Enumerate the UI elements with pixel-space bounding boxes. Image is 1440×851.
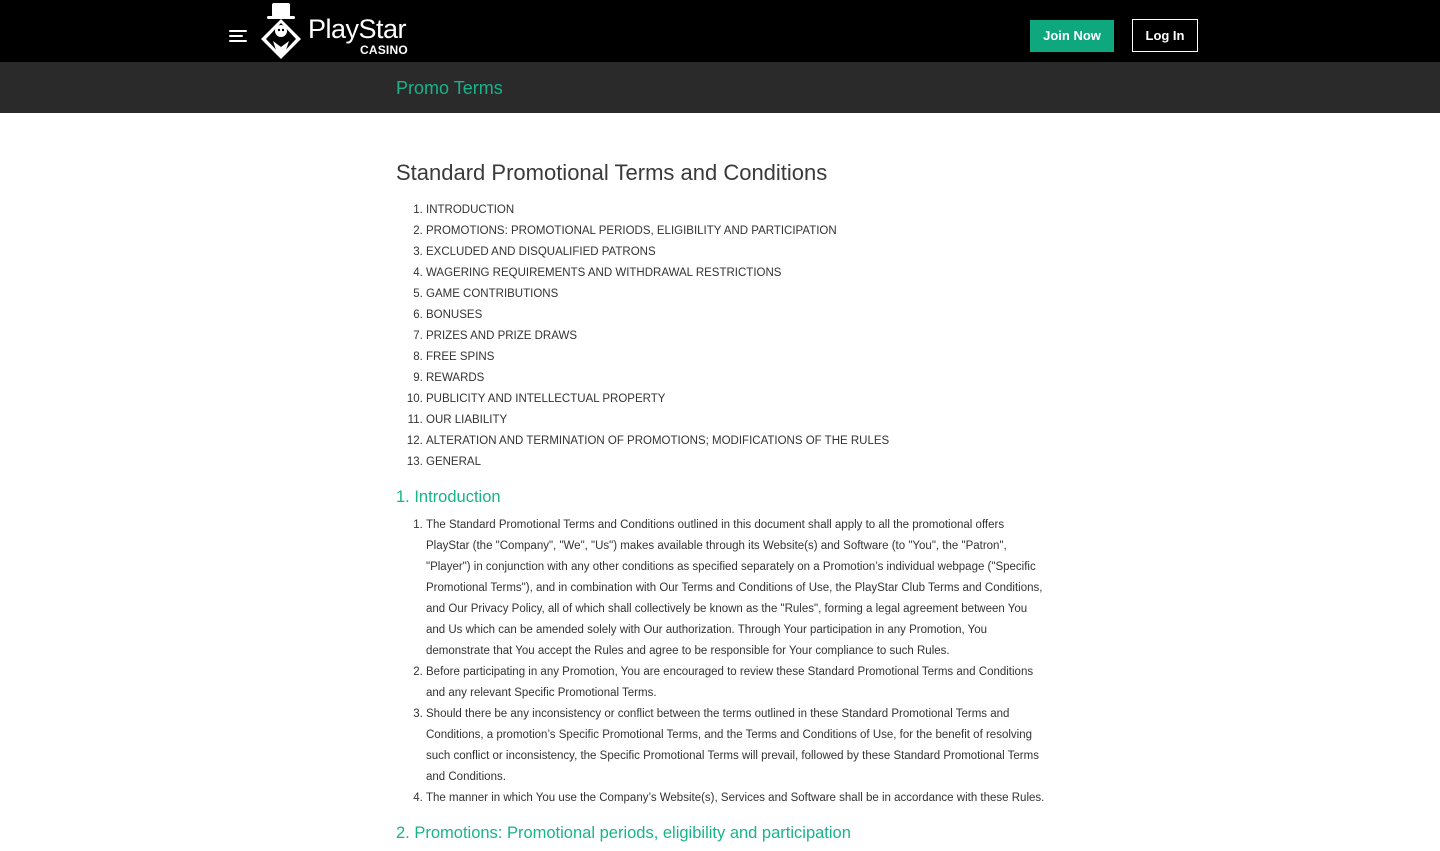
logo-sub-text: CASINO (360, 43, 408, 57)
paragraph: 1. The Standard Promotional Terms and Conditions outlined in this document shall apply to all the promotional offers PlayStar (the "Company", "We", "Us") makes available through its Website(s) and Software (to "You", the "Patron", "Player") in conjunction with any other conditions as specified separately on a Promotion’s individual webpage ("Specific Promotional Terms"), and in combination with Our Terms and Conditions of Use, the PlayStar Club Terms and Conditions, and Our Privacy Policy, all of which shall collectively be known as the "Rules", forming a legal agreement between You and Us which can be amended solely with Our authorization. Through Your participation in any Promotion, You demonstrate that You accept the Rules and agree to be responsible for Your compliance to such Rules. (426, 515, 1046, 662)
toc-item[interactable]: 12. ALTERATION AND TERMINATION OF PROMOTIONS; MODIFICATIONS OF THE RULES (426, 431, 1046, 452)
paragraph: 3. Should there be any inconsistency or conflict between the terms outlined in these Standard Promotional Terms and Conditions, a promotion’s Specific Promotional Terms, and the Terms and Conditions of Use, for the benefit of resolving such conflict or inconsistency, the Specific Promotional Terms will prevail, followed by these Standard Promotional Terms and Conditions. (426, 704, 1046, 788)
toc-item[interactable]: 13. GENERAL (426, 452, 1046, 473)
toc-item[interactable]: 6. BONUSES (426, 305, 1046, 326)
log-in-button[interactable]: Log In (1132, 19, 1198, 52)
hamburger-menu-icon[interactable] (229, 30, 249, 46)
page-title: Standard Promotional Terms and Conditions (396, 160, 828, 185)
toc-item[interactable]: 3. EXCLUDED AND DISQUALIFIED PATRONS (426, 242, 1046, 263)
subheader-bar (0, 62, 1440, 113)
logo-brand-text: PlayStar (308, 14, 407, 44)
toc-item[interactable]: 4. WAGERING REQUIREMENTS AND WITHDRAWAL RESTRICTIONS (426, 263, 1046, 284)
toc-item[interactable]: 7. PRIZES AND PRIZE DRAWS (426, 326, 1046, 347)
terms-content (396, 150, 1046, 851)
toc-item[interactable]: 1. INTRODUCTION (426, 200, 1046, 221)
introduction-paragraphs (396, 515, 1046, 809)
subheader-title: Promo Terms (396, 78, 503, 98)
toc-item[interactable]: 8. FREE SPINS (426, 347, 1046, 368)
table-of-contents (396, 200, 1046, 473)
toc-item[interactable]: 10. PUBLICITY AND INTELLECTUAL PROPERTY (426, 389, 1046, 410)
paragraph: 2. Before participating in any Promotion, You are encouraged to review these Standard Promotional Terms and Conditions and any relevant Specific Promotional Terms. (426, 662, 1046, 704)
playstar-casino-logo[interactable] (258, 1, 418, 61)
paragraph: 4. The manner in which You use the Company’s Website(s), Services and Software shall be in accordance with these Rules. (426, 788, 1046, 809)
toc-item[interactable]: 5. GAME CONTRIBUTIONS (426, 284, 1046, 305)
section-heading-promotions: 2. Promotions: Promotional periods, eligibility and participation (396, 824, 851, 842)
join-now-button[interactable]: Join Now (1030, 20, 1114, 52)
section-heading-introduction: 1. Introduction (396, 488, 501, 506)
toc-item[interactable]: 9. REWARDS (426, 368, 1046, 389)
toc-item[interactable]: 2. PROMOTIONS: PROMOTIONAL PERIODS, ELIGIBILITY AND PARTICIPATION (426, 221, 1046, 242)
toc-item[interactable]: 11. OUR LIABILITY (426, 410, 1046, 431)
top-hat-mascot-icon (258, 1, 306, 61)
top-navigation-bar (0, 0, 1440, 62)
